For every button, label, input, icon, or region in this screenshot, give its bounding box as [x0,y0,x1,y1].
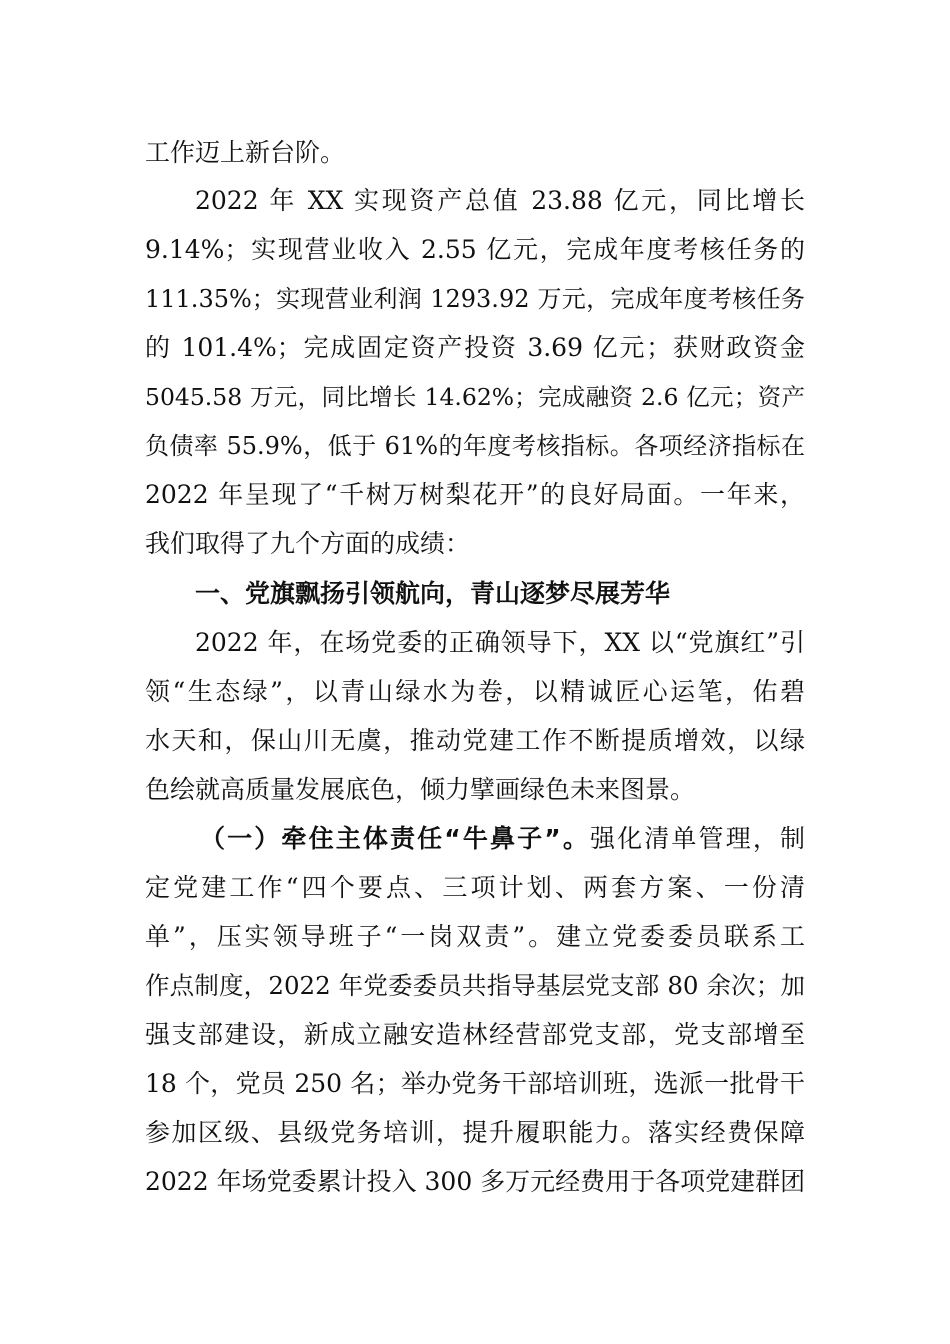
paragraph-line: 111.35%；实现营业利润 1293.92 万元，完成年度考核任务 [145,285,805,313]
paragraph-line: 水天和，保山川无虞，推动党建工作不断提质增效，以绿 [145,726,805,755]
paragraph-line: 2022 年，在场党委的正确领导下，XX 以“党旗红”引 [195,628,805,657]
subsection-line [200,819,805,859]
subsection-heading: （一）牵住主体责任“牛鼻子”。 [200,824,590,853]
paragraph-line: 领“生态绿”，以青山绿水为卷，以精诚匠心运笔，佑碧 [145,677,805,706]
paragraph-line: 9.14%；实现营业收入 2.55 亿元，完成年度考核任务的 [145,235,805,264]
paragraph-line: 2022 年呈现了“千树万树梨花开”的良好局面。一年来， [145,480,805,509]
section-heading: 一、党旗飘扬引领航向，青山逐梦尽展芳华 [195,579,671,608]
paragraph-line: 18 个，党员 250 名；举办党务干部培训班，选派一批骨干 [145,1069,805,1098]
paragraph-line: 5045.58 万元，同比增长 14.62%；完成融资 2.6 亿元；资产 [145,383,805,411]
paragraph-line: 作点制度，2022 年党委委员共指导基层党支部 80 余次；加 [145,971,805,1000]
paragraph-line: 定党建工作“四个要点、三项计划、两套方案、一份清 [145,873,805,902]
paragraph-line: 负债率 55.9%，低于 61%的年度考核指标。各项经济指标在 [145,432,805,460]
paragraph-line: 单”，压实领导班子“一岗双责”。建立党委委员联系工 [145,922,805,951]
paragraph-line: 强支部建设，新成立融安造林经营部党支部，党支部增至 [145,1020,805,1049]
paragraph-line: 参加区级、县级党务培训，提升履职能力。落实经费保障 [145,1118,805,1147]
paragraph-line: 工作迈上新台阶。 [145,138,346,167]
paragraph-line: 2022 年场党委累计投入 300 多万元经费用于各项党建群团 [145,1167,806,1196]
paragraph-line: 的 101.4%；完成固定资产投资 3.69 亿元；获财政资金 [145,333,805,362]
paragraph-line: 我们取得了九个方面的成绩： [145,529,471,558]
subsection-text: 强化清单管理，制 [589,824,805,853]
paragraph-line: 2022 年 XX 实现资产总值 23.88 亿元，同比增长 [195,186,805,215]
paragraph-line: 色绘就高质量发展底色，倾力擘画绿色未来图景。 [145,775,696,804]
